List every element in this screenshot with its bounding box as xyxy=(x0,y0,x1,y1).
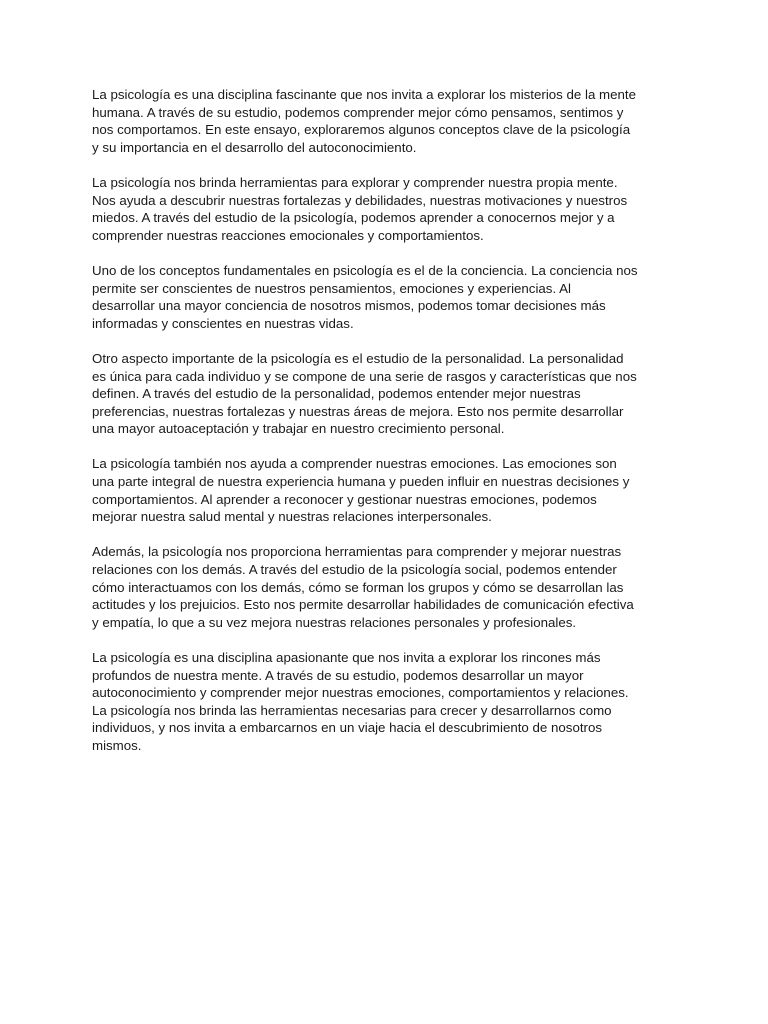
paragraph-2: La psicología nos brinda herramientas para explorar y comprender nuestra propia mente. Nos ayuda a descubrir nuestras fortalezas y debilidades, nuestras motivaciones y nuestros miedos. A través del estudio de la psicología, podemos aprender a conocernos mejor y a comprender nuestras reacciones emocionales y comportamientos. xyxy=(92,174,628,243)
paragraph-4: Otro aspecto importante de la psicología es el estudio de la personalidad. La personalidad es única para cada individuo y se compone de una serie de rasgos y características que nos definen. A través del estudio de la personalidad, podemos entender mejor nuestras preferencias, nuestras fortalezas y nuestras áreas de mejora. Esto nos permite desarrollar una mayor autoaceptación y trabajar en nuestro crecimiento personal. xyxy=(92,350,637,437)
paragraph-7: La psicología es una disciplina apasionante que nos invita a explorar los rincones más profundos de nuestra mente. A través de su estudio, podemos desarrollar un mayor autoconocimiento y comprender mejor nuestras emociones, comportamientos y relaciones. La psicología nos brinda las herramientas necesarias para crecer y desarrollarnos como individuos, y nos invita a embarcarnos en un viaje hacia el descubrimiento de nosotros mismos. xyxy=(92,650,629,753)
paragraph-3: Uno de los conceptos fundamentales en psicología es el de la conciencia. La conciencia nos permite ser conscientes de nuestros pensamientos, emociones y experiencias. Al desarrollar una mayor conciencia de nosotros mismos, podemos tomar decisiones más informadas y conscientes en nuestras vidas. xyxy=(92,262,638,331)
paragraph-6: Además, la psicología nos proporciona herramientas para comprender y mejorar nuestras relaciones con los demás. A través del estudio de la psicología social, podemos entender cómo interactuamos con los demás, cómo se forman los grupos y cómo se desarrollan las actitudes y los prejuicios. Esto nos permite desarrollar habilidades de comunicación efectiva y empatía, lo que a su vez mejora nuestras relaciones personales y profesionales. xyxy=(92,544,634,630)
document-page xyxy=(92,86,682,772)
paragraph-5: La psicología también nos ayuda a comprender nuestras emociones. Las emociones son una parte integral de nuestra experiencia humana y pueden influir en nuestras decisiones y comportamientos. Al aprender a reconocer y gestionar nuestras emociones, podemos mejorar nuestra salud mental y nuestras relaciones interpersonales. xyxy=(92,456,630,525)
paragraph-1: La psicología es una disciplina fascinante que nos invita a explorar los misterios de la mente humana. A través de su estudio, podemos comprender mejor cómo pensamos, sentimos y nos comportamos. En este ensayo, exploraremos algunos conceptos clave de la psicología y su importancia en el desarrollo del autoconocimiento. xyxy=(92,87,637,155)
